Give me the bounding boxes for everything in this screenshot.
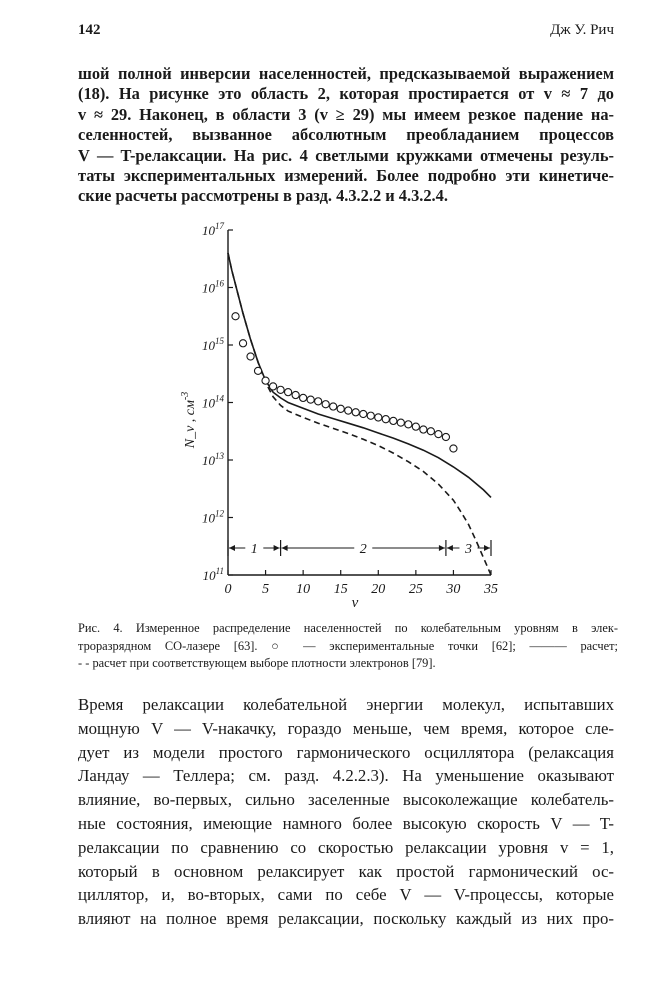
paragraph-bottom bbox=[78, 693, 614, 931]
text-line: Время релаксации колебательной энергии молекул, испытавших bbox=[78, 695, 614, 714]
x-tick-label: 5 bbox=[262, 582, 270, 597]
x-tick-label: 35 bbox=[484, 582, 498, 597]
data-point bbox=[382, 416, 389, 423]
region-label: 3 bbox=[464, 542, 472, 557]
series-solid-line bbox=[228, 253, 491, 497]
data-point bbox=[307, 396, 314, 403]
data-point bbox=[435, 431, 442, 438]
data-point bbox=[450, 445, 457, 452]
x-axis-label: v bbox=[351, 595, 359, 611]
data-point bbox=[375, 414, 382, 421]
data-point bbox=[420, 426, 427, 433]
region-arrowhead bbox=[274, 545, 280, 551]
data-point bbox=[390, 417, 397, 424]
chart-regions bbox=[228, 540, 491, 557]
x-tick-label: 30 bbox=[446, 582, 461, 597]
data-point bbox=[300, 394, 307, 401]
text-line: ные состояния, имеющие намного более высокую скорость V — T- bbox=[78, 813, 614, 833]
y-axis-label-text: N_v , $см^{-3}$ bbox=[180, 391, 198, 449]
caption-line: троразрядном СО-лазере [63]. ○ — экспериментальные точки [62]; ——— расчет; bbox=[78, 638, 618, 653]
y-tick-label: $10^{13}$ bbox=[202, 451, 224, 468]
text-line: ские расчеты рассмотрены в разд. 4.3.2.2 и 4.3.2.4. bbox=[78, 186, 448, 206]
chart-series bbox=[228, 253, 491, 575]
data-point bbox=[337, 405, 344, 412]
text-line: влияние, во-первых, сильно заселенные высоколежащие колебатель- bbox=[78, 790, 614, 810]
text-line: Ландау — Теллера; см. разд. 4.2.2.3). На уменьшение оказывают bbox=[78, 766, 614, 786]
text-line: V — T-релаксации. На рис. 4 светлыми кружками отмечены резуль- bbox=[78, 145, 614, 165]
caption-line: - - расчет при соответствующем выборе плотности электронов [79]. bbox=[78, 656, 436, 671]
data-point bbox=[367, 412, 374, 419]
text-line: v ≈ 29. Наконец, в области 3 (v ≥ 29) мы имеем резкое падение на- bbox=[78, 104, 614, 124]
data-point bbox=[232, 313, 239, 320]
region-label: 1 bbox=[250, 542, 258, 557]
chart-axes bbox=[228, 230, 491, 575]
page-number: 142 bbox=[78, 22, 101, 38]
text-line: таты экспериментальных измерений. Более подробно эти кинетиче- bbox=[78, 166, 614, 186]
text-line: циллятор, и, во-вторых, сами по себе V — V-процессы, которые bbox=[78, 885, 614, 905]
x-tick-label: 20 bbox=[371, 582, 386, 597]
text-line: селенностей, вызванное абсолютным преобладанием процессов bbox=[78, 125, 614, 145]
text-line: релаксации по сравнению со скоростью релаксации уровня v = 1, bbox=[78, 837, 614, 857]
data-point bbox=[345, 407, 352, 414]
caption-line: Рис. 4. Измеренное распределение населенностей по колебательным уровням в элек- bbox=[78, 621, 618, 635]
data-point bbox=[285, 389, 292, 396]
region-arrowhead bbox=[484, 545, 490, 551]
y-tick-label: $10^{15}$ bbox=[202, 336, 224, 353]
data-point bbox=[277, 386, 284, 393]
region-arrowhead bbox=[447, 545, 453, 551]
region-arrowhead bbox=[229, 545, 235, 551]
x-tick-label: 0 bbox=[224, 582, 232, 597]
data-point bbox=[292, 391, 299, 398]
region-label: 2 bbox=[359, 542, 367, 557]
data-point bbox=[269, 383, 276, 390]
figure-caption bbox=[78, 620, 618, 673]
y-tick-label: $10^{14}$ bbox=[202, 393, 224, 411]
data-point bbox=[247, 353, 254, 360]
data-point bbox=[330, 403, 337, 410]
data-point bbox=[397, 419, 404, 426]
x-tick-label: 10 bbox=[296, 582, 311, 597]
text-line: (18). На рисунке это область 2, которая простирается от v ≈ 7 до bbox=[78, 84, 614, 104]
running-title: Дж У. Рич bbox=[550, 22, 614, 38]
data-point bbox=[412, 423, 419, 430]
data-point bbox=[262, 377, 269, 384]
data-point bbox=[427, 428, 434, 435]
region-arrowhead bbox=[282, 545, 288, 551]
data-point bbox=[254, 367, 261, 374]
y-tick-label: $10^{17}$ bbox=[202, 221, 224, 238]
data-point bbox=[352, 409, 359, 416]
text-line: влияют на полное время релаксации, поскольку каждый из них про- bbox=[78, 909, 614, 929]
x-tick-label: 25 bbox=[408, 582, 423, 597]
y-tick-label: $10^{11}$ bbox=[202, 566, 224, 583]
text-line: дует из модели простого гармонического осциллятора (релаксация bbox=[78, 742, 614, 762]
data-point bbox=[360, 410, 367, 417]
data-point bbox=[239, 340, 246, 347]
region-arrowhead bbox=[439, 545, 445, 551]
x-tick-label: 15 bbox=[333, 582, 348, 597]
data-point bbox=[405, 421, 412, 428]
text-line: шой полной инверсии населенностей, предсказываемой выражением bbox=[78, 64, 614, 83]
text-line: мощную V — V-накачку, гораздо меньше, чем время, которое сле- bbox=[78, 718, 614, 738]
y-tick-label: $10^{16}$ bbox=[202, 278, 224, 296]
data-point bbox=[442, 433, 449, 440]
text-line: который в основном релаксирует как простой гармонический ос- bbox=[78, 861, 614, 881]
y-tick-label: $10^{12}$ bbox=[202, 508, 224, 526]
data-point bbox=[322, 401, 329, 408]
y-axis-label bbox=[180, 392, 198, 450]
data-point bbox=[315, 398, 322, 405]
